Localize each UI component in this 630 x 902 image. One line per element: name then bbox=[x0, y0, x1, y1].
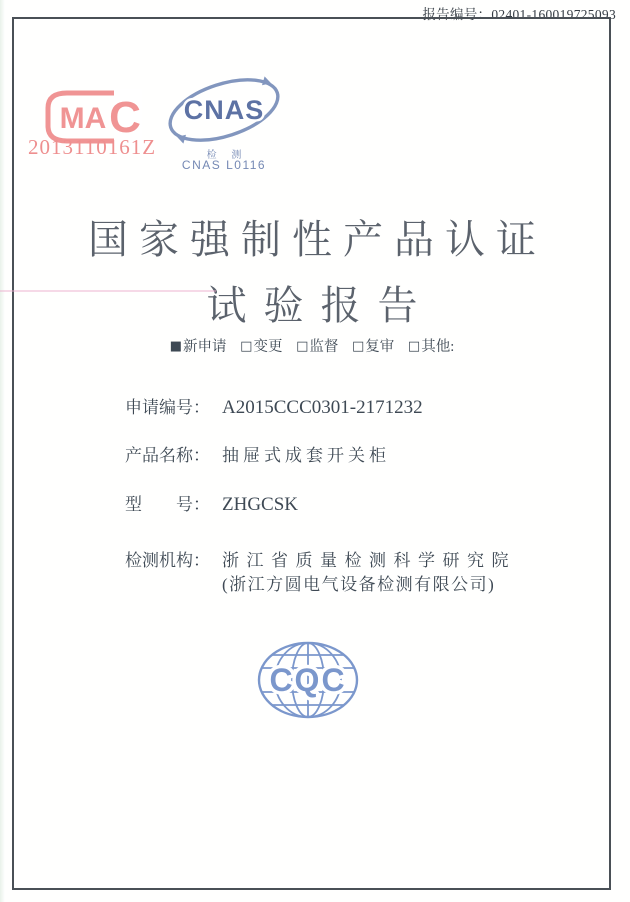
checkbox-review bbox=[352, 335, 394, 356]
report-title-line2: 试验报告 bbox=[206, 283, 435, 328]
checkbox-label: 监督 bbox=[309, 339, 339, 355]
field-test-organization bbox=[125, 546, 516, 571]
field-label: 产品名称： bbox=[125, 446, 210, 465]
field-application-number bbox=[125, 393, 423, 419]
checkbox-empty-icon: □ bbox=[296, 339, 309, 354]
checkbox-empty-icon: □ bbox=[240, 339, 253, 354]
svg-text:MA: MA bbox=[59, 102, 107, 135]
checkbox-label: 其他: bbox=[421, 339, 455, 355]
cqc-logo-icon bbox=[255, 640, 361, 725]
scan-edge-artifact bbox=[0, 0, 5, 902]
field-label: 型 号： bbox=[125, 495, 210, 514]
cnas-lab-number: CNAS L0116 bbox=[181, 158, 267, 172]
checkbox-label: 新申请 bbox=[183, 339, 227, 355]
field-value: A2015CCC0301-2171232 bbox=[222, 397, 423, 418]
field-value-line1: 浙江省质量检测科学研究院 bbox=[222, 551, 516, 570]
report-title-line1: 国家强制性产品认证 bbox=[88, 217, 547, 262]
svg-text:C: C bbox=[109, 93, 141, 142]
field-test-organization-line2: (浙江方圆电气设备检测有限公司) bbox=[222, 575, 496, 594]
field-model bbox=[125, 490, 298, 516]
checkbox-supervision bbox=[296, 335, 338, 356]
checkbox-label: 复审 bbox=[365, 339, 395, 355]
checkbox-empty-icon: □ bbox=[407, 339, 421, 354]
cnas-caption-jiance: 检 测 bbox=[206, 150, 248, 161]
checkbox-filled-icon: ■ bbox=[169, 339, 183, 354]
scan-line-artifact bbox=[0, 290, 216, 292]
report-number-value: 02401-160019725093 bbox=[491, 7, 616, 22]
checkbox-empty-icon: □ bbox=[352, 339, 365, 354]
application-type-row bbox=[0, 335, 624, 356]
field-value: 抽屉式成套开关柜 bbox=[222, 446, 390, 465]
checkbox-label: 变更 bbox=[253, 339, 283, 355]
cqc-logo-text: CQC bbox=[269, 662, 347, 698]
svg-text:CNAS: CNAS bbox=[183, 95, 265, 125]
checkbox-change bbox=[240, 335, 282, 356]
field-label: 检测机构： bbox=[125, 551, 210, 570]
checkbox-new-application bbox=[170, 335, 227, 356]
field-product-name bbox=[125, 441, 390, 466]
checkbox-other bbox=[408, 335, 454, 356]
report-number-label: 报告编号： bbox=[422, 7, 492, 22]
cnas-logo-icon bbox=[162, 72, 286, 153]
field-label: 申请编号： bbox=[125, 398, 210, 417]
field-value: ZHGCSK bbox=[222, 494, 299, 515]
cma-registration-number: 2013110161Z bbox=[27, 135, 157, 159]
